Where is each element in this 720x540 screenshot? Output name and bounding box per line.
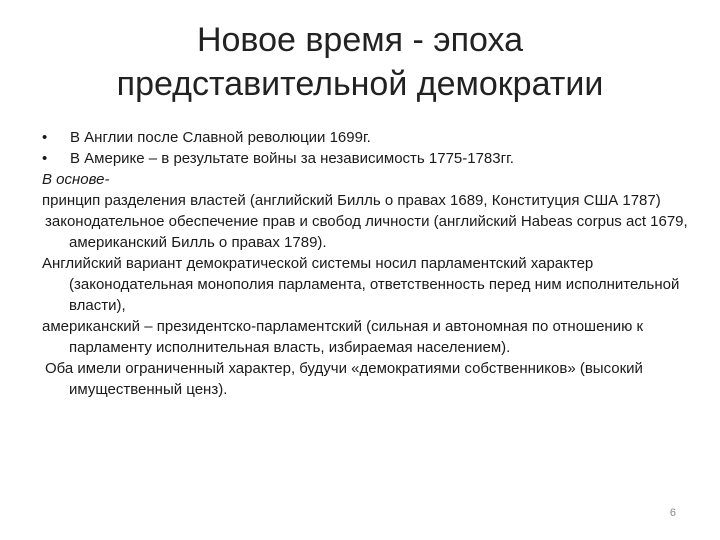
page-number: 6 [669,507,676,519]
bullet-icon: • [42,150,48,167]
bullet-text: В Англии после Славной революции 1699г. [70,129,371,146]
paragraph: законодательное обеспечение прав и свобод личности (английский Habeas corpus act 1679, американский Билль о правах 1789). [45,213,688,251]
slide-title [40,18,680,106]
bullet-icon: • [42,129,48,146]
title-line-1: Новое время - эпоха [196,21,524,59]
paragraph: американский – президентско-парламентский (сильная и автономная по отношению к парламенту исполнительная власть, избираемая населением). [42,318,644,356]
bullet-item [42,127,692,148]
paragraph: принцип разделения властей (английский Билль о правах 1689, Конституция США 1787) [42,192,661,209]
bullet-item [42,148,692,169]
paragraph: Английский вариант демократической системы носил парламентский характер (законодательная монополия парламента, ответственность перед ним исполнительной власти), [42,255,680,314]
bullet-text: В Америке – в результате войны за независимость 1775-1783гг. [70,150,514,167]
slide-body [42,127,692,400]
paragraph: Оба имели ограниченный характер, будучи «демократиями собственников» (высокий имущественный ценз). [45,360,643,398]
title-line-2: представительной демократии [116,65,604,103]
basis-label: В основе- [42,171,110,188]
